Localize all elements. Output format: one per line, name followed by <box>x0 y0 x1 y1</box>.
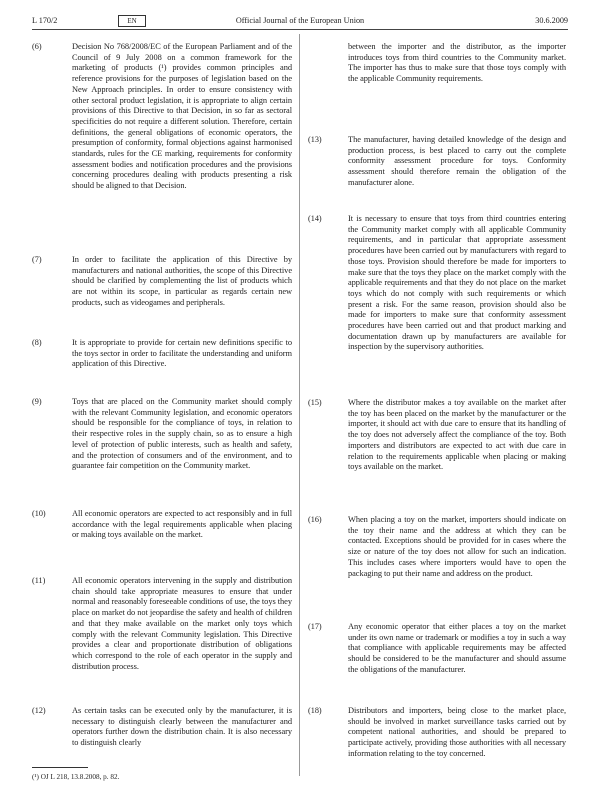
recital-6 <box>32 42 292 192</box>
recital-text: between the importer and the distributor, as the importer introduces toys from third countries to the Community market. The importer has thus to make sure that those toys comply with the applicable Community requirements. <box>348 42 566 84</box>
recital-number: (17) <box>308 622 322 631</box>
recital-text: All economic operators are expected to act responsibly and in full accordance with the legal requirements applicable when placing or making toys available on the market. <box>72 509 292 540</box>
recital-number: (6) <box>32 42 42 51</box>
recital-number: (13) <box>308 135 322 144</box>
recital-13 <box>308 135 566 189</box>
recital-text: All economic operators intervening in the supply and distribution chain should take appropriate measures to ensure that under normal and reasonably foreseeable conditions of use, the toys they place on market do not jeopardise the safety and health of children and that they make available on the market only toys which comply with the relevant Community legislation. This Directive provides a clear and proportionate distribution of obligations which correspond to the role of each operator in the supply and distribution process. <box>72 576 292 671</box>
recital-text: Any economic operator that either places a toy on the market under its own name or trademark or modifies a toy in such a way that compliance with applicable requirements may be affected should be considered to be the manufacturer and should assume the obligations of the manufacturer. <box>348 622 566 674</box>
recital-15 <box>308 398 566 473</box>
column-divider <box>299 34 300 776</box>
recital-number: (10) <box>32 509 46 518</box>
recital-text: Distributors and importers, being close to the market place, should be involved in market surveillance tasks carried out by competent national authorities, and should be prepared to participate actively, providing those authorities with all necessary information relating to the toy concerned. <box>348 706 566 758</box>
recital-text: Toys that are placed on the Community market should comply with the relevant Community legislation, and economic operators should be responsible for the compliance of toys, in relation to their respective roles in the supply chain, so as to ensure a high level of protection of public interests, such as health and safety, and the protection of consumers and of the environment, and to guarantee fair competition on the Community market. <box>72 397 292 471</box>
recital-text: The manufacturer, having detailed knowledge of the design and production process, is best placed to carry out the complete conformity assessment procedure for toys. Conformity assessment should therefore remain the obligation of the manufacturer alone. <box>348 135 566 187</box>
recital-9 <box>32 397 292 472</box>
recital-14 <box>308 214 566 353</box>
recital-number: (15) <box>308 398 322 407</box>
recital-number: (18) <box>308 706 322 715</box>
recital-number: (16) <box>308 515 322 524</box>
footnote: (¹) OJ L 218, 13.8.2008, p. 82. <box>32 773 120 781</box>
footnote-rule <box>32 767 88 768</box>
recital-text: Where the distributor makes a toy available on the market after the toy has been placed on the market by the manufacturer or the importer, it should act with due care to ensure that its handling of the toy does not adversely affect the compliance of the toy. Both importers and distributors are expected to act with due care in relation to the requirements applicable when placing or making toys available on the market. <box>348 398 566 472</box>
recital-text: When placing a toy on the market, importers should indicate on the toy their name and the address at which they can be contacted. Exceptions should be provided for in cases where the size or nature of the toy does not allow for such an indication. This includes cases where importers would have to open the packaging to put their name and address on the product. <box>348 515 566 578</box>
recital-number: (8) <box>32 338 42 347</box>
recital-12 <box>32 706 292 749</box>
publication-date: 30.6.2009 <box>535 16 568 25</box>
language-badge: EN <box>118 15 146 27</box>
recital-8 <box>32 338 292 370</box>
recital-7 <box>32 255 292 309</box>
recital-number: (12) <box>32 706 46 715</box>
recital-text: It is appropriate to provide for certain new definitions specific to the toys sector in order to facilitate the understanding and uniform application of this Directive. <box>72 338 292 369</box>
recital-text: As certain tasks can be executed only by the manufacturer, it is necessary to distinguish clearly between the manufacturer and operators further down the distribution chain. It is also necessary to distinguish clearly <box>72 706 292 748</box>
page-reference: L 170/2 <box>32 16 58 25</box>
journal-title: Official Journal of the European Union <box>235 16 365 25</box>
page-header <box>32 14 568 28</box>
recital-number: (9) <box>32 397 42 406</box>
recital-18 <box>308 706 566 760</box>
recital-17 <box>308 622 566 676</box>
recital-12-continued <box>308 42 566 85</box>
recital-number: (7) <box>32 255 42 264</box>
recital-text: In order to facilitate the application of this Directive by manufacturers and national authorities, the scope of this Directive should be clarified by complementing the list of products which are not within its scope, in particular as regards certain new products, such as videogames and peripherals. <box>72 255 292 307</box>
recital-10 <box>32 509 292 541</box>
header-rule <box>32 29 568 30</box>
recital-11 <box>32 576 292 672</box>
recital-number: (14) <box>308 214 322 223</box>
recital-text: Decision No 768/2008/EC of the European Parliament and of the Council of 9 July 2008 on a common framework for the marketing of products (¹) provides common principles and reference provisions for the purposes of legislation based on the New Approach principles. In order to ensure consistency with other sectoral product legislation, it is appropriate to align certain provisions of this Directive to that Decision, in so far as sectoral specificities do not require a different solution. Therefore, certain definitions, the general obligations of economic operators, the presumption of conformity, formal objections against harmonised standards, rules for the CE marking, requirements for conformity assessment bodies and notification procedures and the provisions concerning procedures dealing with products presenting a risk should be aligned to that Decision. <box>72 42 292 191</box>
recital-text: It is necessary to ensure that toys from third countries entering the Community market comply with all applicable Community requirements, and in particular that appropriate assessment procedures have been carried out by manufacturers with regard to those toys. Provision should therefore be made for importers to make sure that the toys they place on the market comply with the applicable requirements and that they do not place on the market toys which do not comply with such requirements or which present a risk. For the same reason, provision should also be made for importers to make sure that conformity assessment procedures have been carried out and that product marking and documentation drawn up by manufacturers are available for inspection by the supervisory authorities. <box>348 214 566 352</box>
recital-16 <box>308 515 566 579</box>
recital-number: (11) <box>32 576 46 585</box>
